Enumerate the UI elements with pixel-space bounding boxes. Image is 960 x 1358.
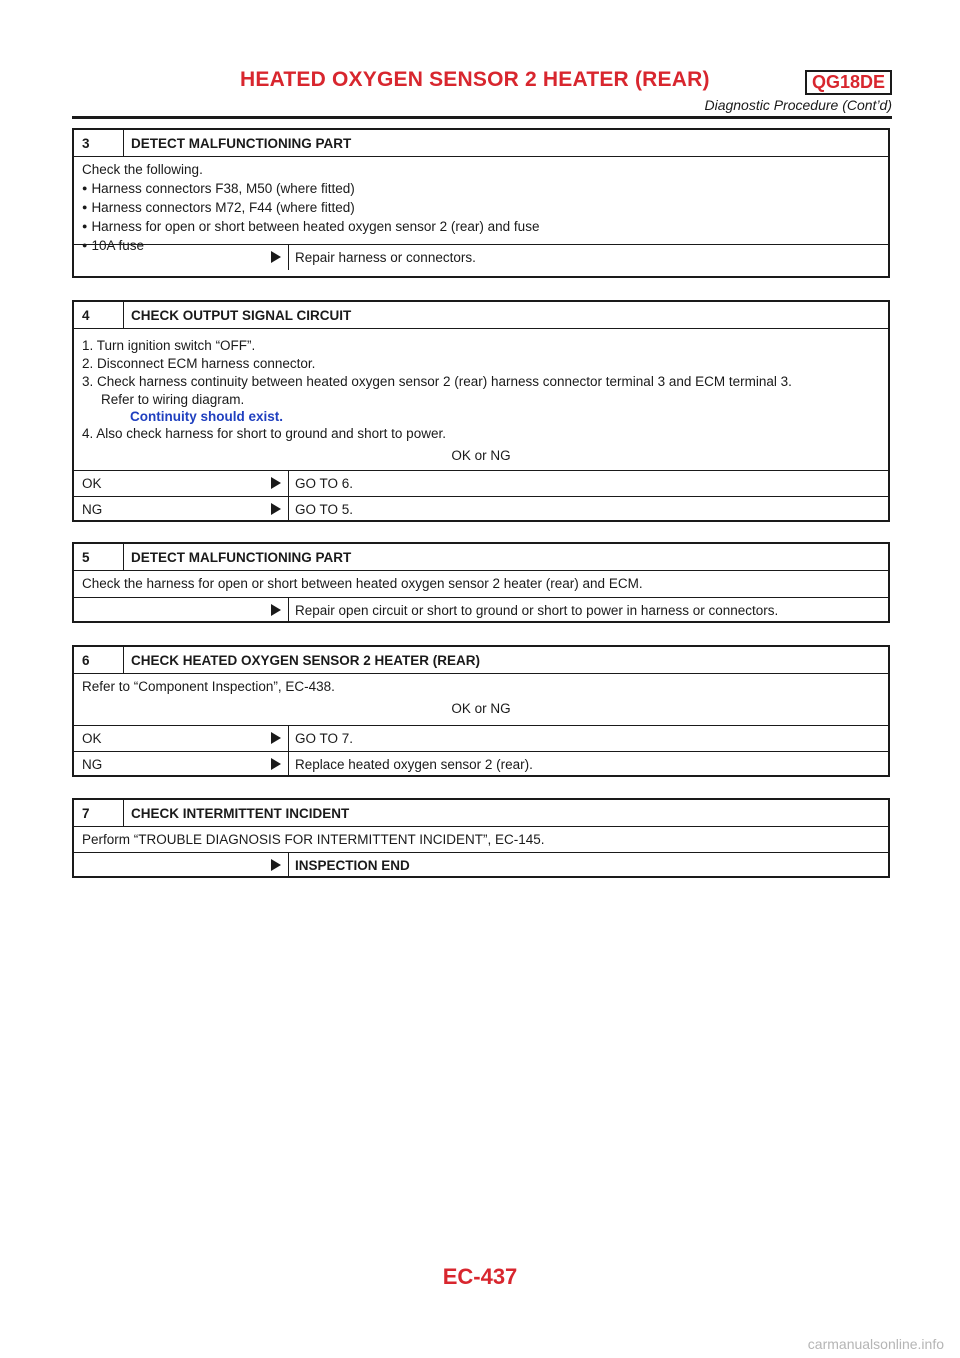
arrow-right-icon [271,251,281,263]
procedure-line: Refer to wiring diagram. [101,392,245,407]
step-title: DETECT MALFUNCTIONING PART [131,549,352,565]
procedure-line: 1. Turn ignition switch “OFF”. [82,338,256,353]
result-action: Replace heated oxygen sensor 2 (rear). [288,752,533,777]
arrow-right-icon [271,604,281,616]
step-body [74,329,888,470]
result-row [74,244,888,270]
result-action: GO TO 5. [288,497,353,522]
result-row [74,470,888,496]
page-title: HEATED OXYGEN SENSOR 2 HEATER (REAR) [240,68,710,91]
procedure-line: 3. Check harness continuity between heated oxygen sensor 2 (rear) harness connector terminal 3 and ECM terminal 3. [82,374,792,389]
step-title-row [74,302,888,329]
result-label [74,245,288,270]
result-action: GO TO 7. [288,726,353,751]
step-intro: Check the harness for open or short between heated oxygen sensor 2 heater (rear) and ECM. [82,576,643,591]
result-label [74,598,288,623]
result-label: NG [74,752,288,777]
arrow-right-icon [271,503,281,515]
step-5-block [72,542,890,623]
result-row [74,852,888,878]
step-title: CHECK HEATED OXYGEN SENSOR 2 HEATER (REAR) [131,652,481,668]
arrow-right-icon [271,758,281,770]
ok-ng-label: OK or NG [451,701,511,716]
page-subtitle: Diagnostic Procedure (Cont’d) [704,97,892,113]
result-label [74,853,288,878]
result-label: OK [74,471,288,496]
step-4-block [72,300,890,522]
ok-ng-label: OK or NG [451,448,511,463]
step-intro: Refer to “Component Inspection”, EC-438. [82,679,335,694]
result-action: Repair open circuit or short to ground or short to power in harness or connectors. [288,598,778,623]
arrow-right-icon [271,859,281,871]
result-action: Repair harness or connectors. [288,245,476,270]
arrow-right-icon [271,732,281,744]
arrow-right-icon [271,477,281,489]
step-intro: Perform “TROUBLE DIAGNOSIS FOR INTERMITTENT INCIDENT”, EC-145. [82,832,545,847]
step-body [74,827,888,852]
check-item: ● Harness connectors M72, F44 (where fitted) [82,198,880,217]
step-body [74,571,888,597]
step-title: DETECT MALFUNCTIONING PART [131,135,352,151]
spec-text: Continuity should exist. [130,409,284,424]
step-title-row [74,544,888,571]
step-title-row [74,647,888,674]
step-3-block [72,128,890,278]
step-number: 7 [74,800,124,826]
result-row [74,725,888,751]
step-title-row [74,130,888,157]
watermark-text: carmanualsonline.info [807,1336,944,1352]
result-row [74,597,888,623]
check-item: ● 10A fuse [82,236,880,255]
result-action: GO TO 6. [288,471,353,496]
result-label: OK [74,726,288,751]
step-6-block [72,645,890,777]
procedure-line: 2. Disconnect ECM harness connector. [82,356,316,371]
check-item: ● Harness for open or short between heated oxygen sensor 2 (rear) and fuse [82,217,880,236]
step-number: 5 [74,544,124,570]
step-body [74,674,888,725]
page-number: EC-437 [442,1264,518,1289]
step-title-row [74,800,888,827]
step-title: CHECK INTERMITTENT INCIDENT [131,805,350,821]
header-divider [72,116,892,119]
step-7-block [72,798,890,878]
result-action: INSPECTION END [288,853,410,878]
result-row [74,496,888,522]
step-title: CHECK OUTPUT SIGNAL CIRCUIT [131,307,352,323]
step-number: 4 [74,302,124,328]
step-body [74,157,888,253]
result-label: NG [74,497,288,522]
page-header [72,68,892,120]
check-item: ● Harness connectors F38, M50 (where fitted) [82,179,880,198]
step-intro: Check the following. [82,162,203,177]
procedure-line: 4. Also check harness for short to ground and short to power. [82,426,446,441]
step-number: 6 [74,647,124,673]
engine-code-badge: QG18DE [805,70,892,95]
result-row [74,751,888,777]
step-number: 3 [74,130,124,156]
